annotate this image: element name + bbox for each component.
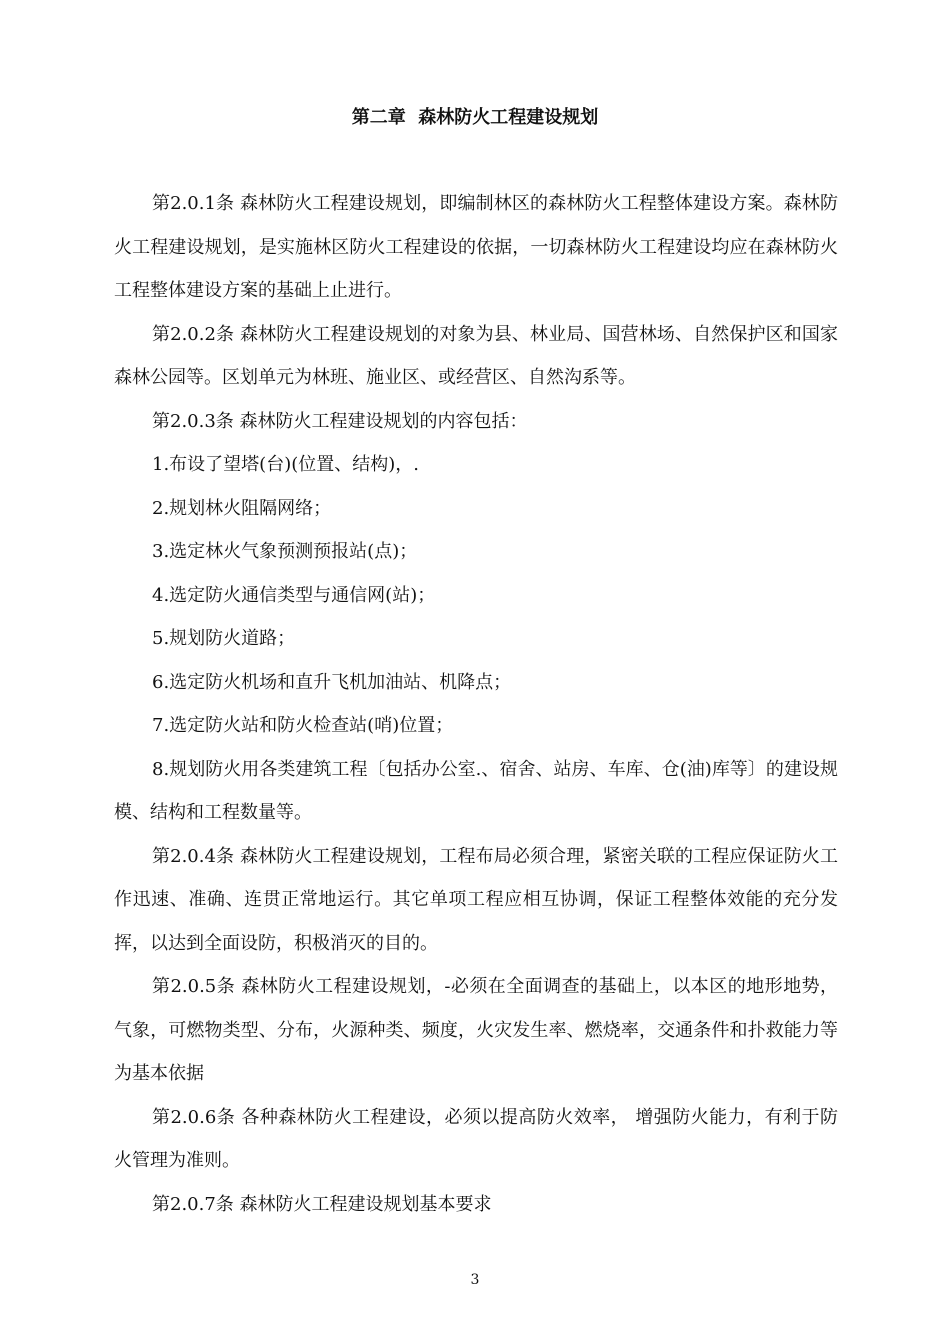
list-item-7: 7.选定防火站和防火检查站(哨)位置； [152, 715, 454, 736]
paragraph-2-0-6: 第2.0.6条 各种森林防火工程建设，必须以提高防火效率， 增强防火能力，有利于防火管理为准则。 [114, 1106, 838, 1171]
paragraph-2-0-1: 第2.0.1条 森林防火工程建设规划，即编制林区的森林防火工程整体建设方案。森林防火工程建设规划，是实施林区防火工程建设的依据，一切森林防火工程建设均应在森林防火工程整体建设方案的基础上止进行。 [114, 193, 838, 301]
paragraph-2-0-4: 第2.0.4条 森林防火工程建设规划，工程布局必须合理，紧密关联的工程应保证防火工作迅速、准确、连贯正常地运行。其它单项工程应相互协调，保证工程整体效能的充分发挥，以达到全面设防，积极消灭的目的。 [114, 845, 838, 954]
page-number: 3 [470, 1272, 480, 1288]
list-item-3: 3.选定林火气象预测预报站(点)； [152, 541, 418, 562]
list-item-8: 8.规划防火用各类建筑工程〔包括办公室.、宿舍、站房、车库、仓(油)库等〕的建设规模、结构和工程数量等。 [114, 758, 838, 823]
paragraph-2-0-7: 第2.0.7条 森林防火工程建设规划基本要求 [152, 1193, 492, 1215]
list-item-6: 6.选定防火机场和直升飞机加油站、机降点； [152, 671, 512, 693]
paragraph-2-0-3: 第2.0.3条 森林防火工程建设规划的内容包括： [152, 410, 528, 432]
paragraph-2-0-2: 第2.0.2条 森林防火工程建设规划的对象为县、林业局、国营林场、自然保护区和国家森林公园等。区划单元为林班、施业区、或经营区、自然沟系等。 [114, 323, 838, 388]
list-item-2: 2.规划林火阻隔网络； [152, 497, 332, 519]
chapter-title: 第二章 森林防火工程建设规划 [351, 107, 599, 128]
list-item-1: 1.布设了望塔(台)(位置、结构)，. [152, 454, 419, 475]
document-body [114, 182, 838, 1226]
list-item-5: 5.规划防火道路； [152, 628, 296, 649]
list-item-4: 4.选定防火通信类型与通信网(站)； [152, 584, 436, 606]
paragraph-2-0-5: 第2.0.5条 森林防火工程建设规划，-必须在全面调查的基础上，以本区的地形地势，气象，可燃物类型、分布，火源种类、频度，火灾发生率、燃烧率，交通条件和扑救能力等为基本依据 [114, 976, 838, 1084]
